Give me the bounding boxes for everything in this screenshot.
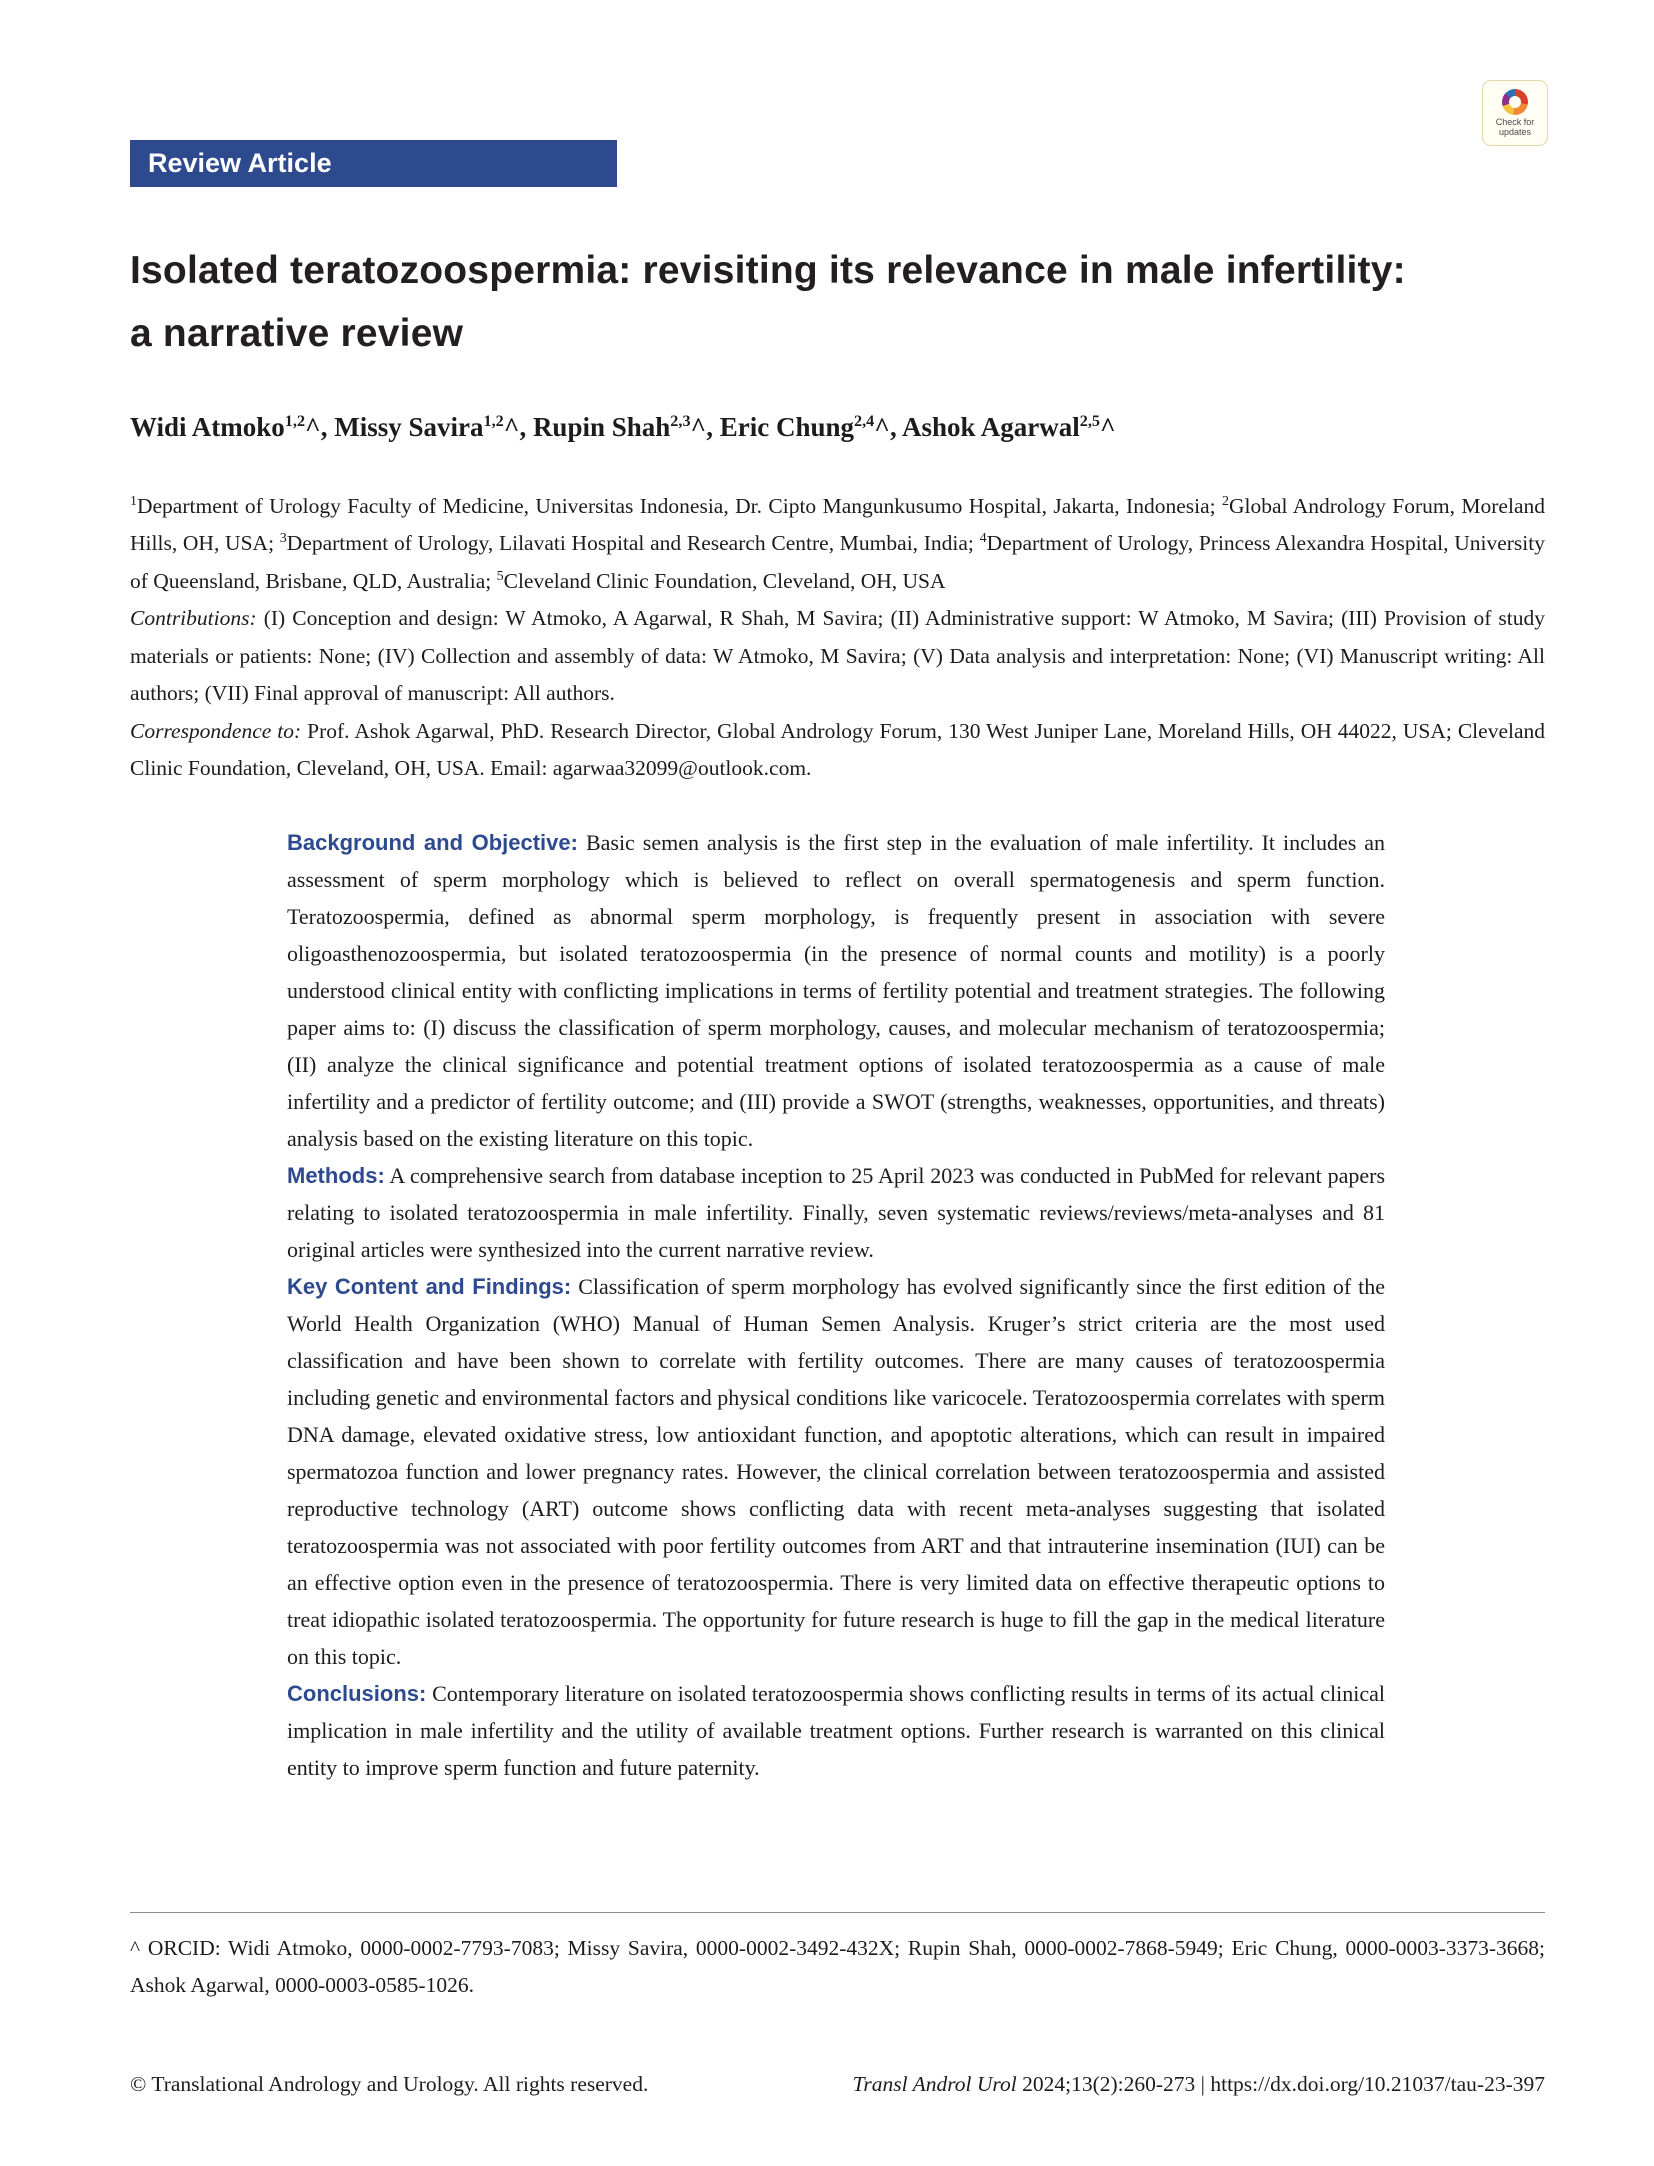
orcid-note: ^ ORCID: Widi Atmoko, 0000-0002-7793-7083; Missy Savira, 0000-0002-3492-432X; Rupin Shah, 0000-0002-7868-5949; Eric Chung, 0000-0003-3373-3668; Ashok Agarwal, 0000-0003-0585-1026. <box>130 1936 1545 1997</box>
affiliation-number: 1 <box>130 493 137 509</box>
contributions <box>130 600 1545 713</box>
abstract-section: Key Content and Findings: Classification of sperm morphology has evolved significantly since the first edition of the World Health Organization (WHO) Manual of Human Semen Analysis. Kruger’s strict criteria are the most used classification and have been shown to correlate with fertility outcomes. There are many causes of teratozoospermia including genetic and environmental factors and physical conditions like varicocele. Teratozoospermia correlates with sperm DNA damage, elevated oxidative stress, low antioxidant function, and apoptotic alterations, which can result in impaired spermatozoa function and lower pregnancy rates. However, the clinical correlation between teratozoospermia and assisted reproductive technology (ART) outcome shows conflicting data with recent meta-analyses suggesting that isolated teratozoospermia was not associated with poor fertility outcomes from ART and that intrauterine insemination (IUI) can be an effective option even in the presence of teratozoospermia. There is very limited data on effective therapeutic options to treat idiopathic isolated teratozoospermia. The opportunity for future research is huge to fill the gap in the medical literature on this topic. <box>287 1273 1385 1669</box>
abstract-section-heading: Background and Objective: <box>287 829 578 855</box>
author: Eric Chung$^{2,4}$^, <box>719 412 902 443</box>
correspondence-text: Prof. Ashok Agarwal, PhD. Research Director, Global Andrology Forum, 130 West Juniper Lane, Moreland Hills, OH 44022, USA; Cleveland Clinic Foundation, Cleveland, OH, USA. Email: agarwaa32099@outlook.com. <box>130 718 1546 781</box>
affiliation-number: 3 <box>279 531 287 547</box>
doi-link[interactable]: https://dx.doi.org/10.21037/tau-23-397 <box>1210 2072 1545 2096</box>
affiliations: $^1$Department of Urology Faculty of Medicine, Universitas Indonesia, Dr. Cipto Mangunkusumo Hospital, Jakarta, Indonesia; $^2$Global Andrology Forum, Moreland Hills, OH, USA; $^3$Department of Urology, Lilavati Hospital and Research Centre, Mumbai, India; $^4$Department of Urology, Princess Alexandra Hospital, University of Queensland, Brisbane, QLD, Australia; $^5$Cleveland Clinic Foundation, Cleveland, OH, USA <box>130 493 1545 593</box>
contributions-text: (I) Conception and design: W Atmoko, A Agarwal, R Shah, M Savira; (II) Administrative support: W Atmoko, M Savira; (III) Provision of study materials or patients: None; (IV) Collection and assembly of data: W Atmoko, M Savira; (V) Data analysis and interpretation: None; (VI) Manuscript writing: All authors; (VII) Final approval of manuscript: All authors. <box>130 606 1546 706</box>
crossmark-icon <box>1502 89 1528 115</box>
citation-separator: | <box>1200 2072 1205 2096</box>
journal-name: Transl Androl Urol <box>852 2072 1017 2096</box>
citation-line <box>853 2072 1545 2097</box>
citation-text: 2024;13(2):260-273 <box>1022 2072 1196 2096</box>
author: Missy Savira$^{1,2}$^, <box>334 412 533 443</box>
affiliation-number: 5 <box>496 568 504 584</box>
affiliation-number: 2 <box>1222 493 1229 509</box>
review-article-badge <box>130 140 617 187</box>
abstract-section-heading: Conclusions: <box>287 1680 427 1706</box>
meta-block <box>130 488 1545 788</box>
correspondence <box>130 713 1545 788</box>
abstract-section: Background and Objective: Basic semen analysis is the first step in the evaluation of male infertility. It includes an assessment of sperm morphology which is believed to reflect on overall spermatogenesis and sperm function. Teratozoospermia, defined as abnormal sperm morphology, is frequently present in association with severe oligoasthenozoospermia, but isolated teratozoospermia (in the presence of normal counts and motility) is a poorly understood clinical entity with conflicting implications in terms of fertility potential and treatment strategies. The following paper aims to: (I) discuss the classification of sperm morphology, causes, and molecular mechanism of teratozoospermia; (II) analyze the clinical significance and potential treatment options of isolated teratozoospermia as a cause of male infertility and a predictor of fertility outcome; and (III) provide a SWOT (strengths, weaknesses, opportunities, and threats) analysis based on the existing literature on this topic. <box>287 829 1386 1151</box>
abstract-section-heading: Key Content and Findings: <box>287 1273 572 1299</box>
abstract <box>287 824 1385 1786</box>
correspondence-label: Correspondence to: <box>130 718 302 743</box>
author: Rupin Shah$^{2,3}$^, <box>532 412 720 443</box>
check-for-updates-label: Check for updates <box>1495 116 1535 137</box>
abstract-section-heading: Methods: <box>287 1162 385 1188</box>
abstract-section: Methods: A comprehensive search from database inception to 25 April 2023 was conducted in PubMed for relevant papers relating to isolated teratozoospermia in male infertility. Finally, seven systematic reviews/reviews/meta-analyses and 81 original articles were synthesized into the current narrative review. <box>287 1162 1385 1262</box>
article-title: Isolated teratozoospermia: revisiting its relevance in male infertility: a narrative review <box>130 249 1406 356</box>
badge-label: Review Article <box>148 148 332 178</box>
authors-line <box>130 409 1545 445</box>
check-for-updates-badge[interactable] <box>1482 80 1548 146</box>
affiliation-number: 4 <box>979 531 987 547</box>
author: Widi Atmoko$^{1,2}$^, <box>130 412 335 443</box>
page-footer <box>130 2072 1545 2097</box>
orcid-footnote-block <box>130 1912 1545 2004</box>
author: Ashok Agarwal$^{2,5}$^ <box>901 412 1116 443</box>
contributions-label: Contributions: <box>130 606 257 631</box>
copyright-notice: © Translational Andrology and Urology. All rights reserved. <box>130 2072 649 2096</box>
abstract-section: Conclusions: Contemporary literature on isolated teratozoospermia shows conflicting results in terms of its actual clinical implication in male infertility and the utility of available treatment options. Further research is warranted on this clinical entity to improve sperm function and future paternity. <box>287 1680 1386 1780</box>
